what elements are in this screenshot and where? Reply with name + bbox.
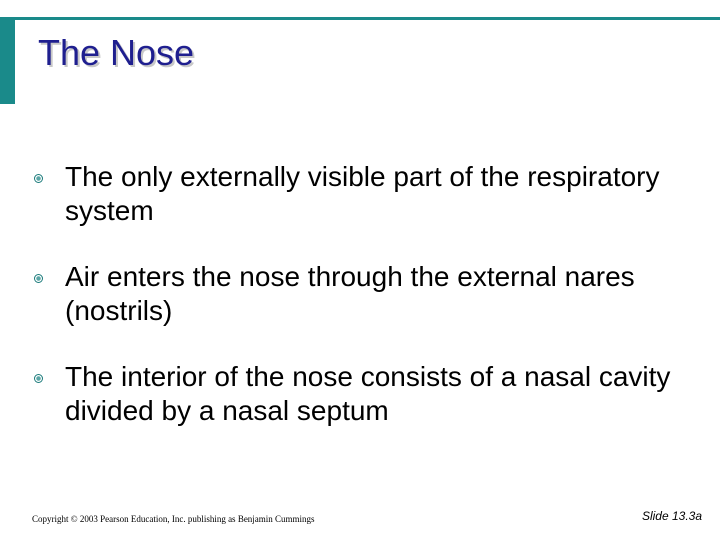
slide-number: Slide 13.3a [641,509,702,523]
bullet-text: Air enters the nose through the external nares (nostrils) [65,261,635,326]
bullet-item [32,260,682,328]
accent-bar-left [0,17,15,104]
bullet-text: The only externally visible part of the respiratory system [65,161,660,226]
bullet-item [32,360,682,428]
copyright-text: Copyright © 2003 Pearson Education, Inc. publishing as Benjamin Cummings [32,514,315,524]
bullet-text: The interior of the nose consists of a nasal cavity divided by a nasal septum [65,361,671,426]
bullet-list [32,160,682,460]
bullet-dot-icon [34,174,43,183]
accent-bar-top [15,17,720,20]
bullet-item [32,160,682,228]
slide-title: The Nose [38,32,195,73]
bullet-dot-icon [34,374,43,383]
bullet-dot-icon [34,274,43,283]
